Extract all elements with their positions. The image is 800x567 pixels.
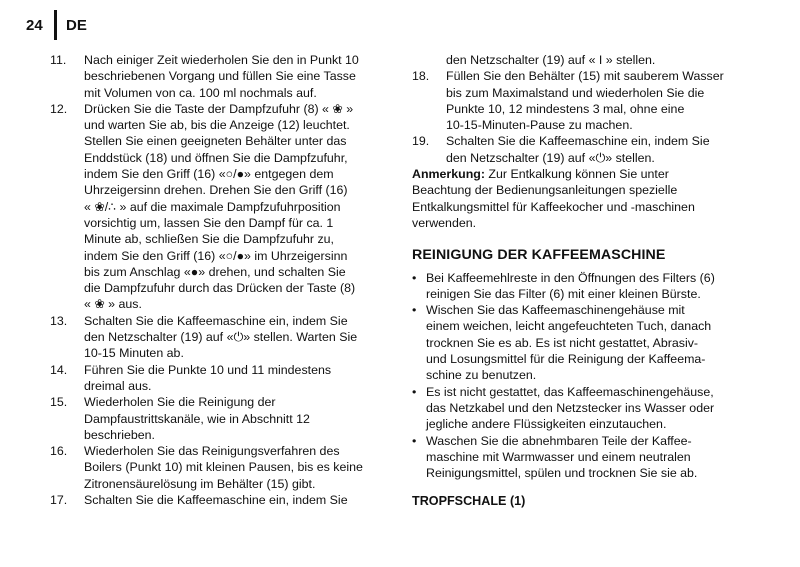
note-label: Anmerkung: (412, 167, 485, 182)
text-line: trocknen Sie es ab. Es ist nicht gestattet, Abrasiv- (426, 335, 699, 350)
text-line: den Netzschalter (19) auf «⏻» stellen. Warten Sie (84, 330, 358, 345)
text-line: schine zu benutzen. (426, 368, 537, 383)
text-line: bis zum Maximalstand und wiederholen Sie die (446, 85, 705, 100)
right-steps (412, 68, 748, 166)
step-number: 12. (50, 101, 68, 116)
text-line: Boilers (Punkt 10) mit kleinen Pausen, bis es keine (84, 460, 363, 475)
text-line: dreimal aus. (84, 378, 152, 393)
step-item (50, 492, 386, 508)
text-line: Dampfaustrittskanäle, wie in Abschnitt 12 (84, 411, 310, 426)
right-column (412, 52, 748, 510)
text-line: Bei Kaffeemehlreste in den Öffnungen des Filters (6) (426, 270, 715, 285)
text-line: Uhrzeigersinn drehen. Drehen Sie den Griff (16) (84, 183, 348, 198)
text-line: Zitronensäurelösung im Behälter (15) gibt. (84, 476, 316, 491)
step-number: 18. (412, 69, 430, 84)
text-line: mit Volumen von ca. 100 ml nochmals auf. (84, 85, 317, 100)
step-number: 13. (50, 313, 68, 328)
language-code: DE (66, 16, 87, 34)
text-line: den Netzschalter (19) auf «⏻» stellen. (446, 150, 655, 165)
step-item (50, 443, 386, 492)
text-line: Minute ab, schließen Sie die Dampfzufuhr zu, (84, 232, 335, 247)
text-line: Schalten Sie die Kaffeemaschine ein, indem Sie (84, 493, 348, 508)
step-number: 19. (412, 134, 430, 149)
text-line: « ❀ » aus. (84, 297, 142, 312)
text-line: Füllen Sie den Behälter (15) mit sauberem Wasser (446, 69, 724, 84)
cleaning-bullets (412, 270, 748, 482)
text-line: « ❀/∴ » auf die maximale Dampfzufuhrposition (84, 199, 341, 214)
note-line: verwenden. (412, 215, 477, 230)
text-line: und Losungsmittel für die Reinigung der Kaffeema- (426, 352, 706, 367)
bullet-text (426, 433, 748, 482)
text-line: einem weichen, leicht angefeuchteten Tuch, danach (426, 319, 712, 334)
text-line: Wischen Sie das Kaffeemaschinengehäuse mit (426, 303, 685, 318)
note-first-line: Zur Entkalkung können Sie unter (484, 167, 669, 182)
step-number: 11. (50, 53, 67, 67)
step-number: 15. (50, 395, 68, 410)
text-line: Stellen Sie einen geeigneten Behälter unter das (84, 134, 347, 149)
bullet-item (412, 384, 748, 433)
bullet-item (412, 433, 748, 482)
text-line: 10-15-Minuten-Pause zu machen. (446, 118, 633, 133)
bullet-dot-icon: • (412, 433, 417, 448)
step-text (84, 362, 386, 395)
text-line: beschrieben. (84, 427, 155, 442)
bullet-item (412, 302, 748, 383)
text-line: Punkte 10, 12 mindestens 3 mal, ohne eine (446, 101, 685, 116)
text-line: Es ist nicht gestattet, das Kaffeemaschinengehäuse, (426, 384, 714, 399)
text-line: Drücken Sie die Taste der Dampfzufuhr (8) « ❀ » (84, 101, 354, 116)
bullet-text (426, 270, 748, 303)
bullet-text (426, 302, 748, 383)
text-line: Reinigungsmittel, spülen und trocknen Sie sie ab. (426, 466, 698, 481)
bullet-item (412, 270, 748, 303)
text-line: Nach einiger Zeit wiederholen Sie den in Punkt 10 (84, 53, 359, 67)
note-line: Entkalkungsmittel für Kaffeekocher und -maschinen (412, 199, 695, 214)
text-line: das Netzkabel und den Netzstecker ins Wasser oder (426, 400, 715, 415)
step-item (50, 52, 386, 101)
text-line: und warten Sie ab, bis die Anzeige (12) leuchtet. (84, 118, 350, 133)
text-line: jegliche andere Flüssigkeiten einzutauchen. (426, 417, 667, 432)
step-item (50, 362, 386, 395)
step-text (84, 101, 386, 313)
step-number: 17. (50, 493, 68, 508)
text-line: bis zum Anschlag «●» drehen, und schalten Sie (84, 264, 346, 279)
step-number: 16. (50, 444, 68, 459)
step-item (412, 68, 748, 133)
text-line: Schalten Sie die Kaffeemaschine ein, indem Sie (446, 134, 710, 149)
step-item (412, 133, 748, 166)
note-line: Beachtung der Bedienungsanleitungen spezielle (412, 183, 678, 198)
bullet-dot-icon: • (412, 303, 417, 318)
step-text (84, 492, 386, 508)
text-line: beschriebenen Vorgang und füllen Sie eine Tasse (84, 69, 356, 84)
note-lines (412, 182, 748, 231)
text-line: reinigen Sie das Filter (6) mit einer kleinen Bürste. (426, 286, 701, 301)
bullet-dot-icon: • (412, 270, 417, 285)
step-item (50, 394, 386, 443)
text-line: indem Sie den Griff (16) «○/●» entgegen dem (84, 167, 334, 182)
bullet-dot-icon: • (412, 384, 417, 399)
step-item (50, 101, 386, 313)
step-text (446, 133, 748, 166)
section-heading: REINIGUNG DER KAFFEEMASCHINE (412, 247, 666, 264)
text-line: Waschen Sie die abnehmbaren Teile der Kaffee- (426, 433, 692, 448)
text-line: vorsichtig um, lassen Sie den Dampf für ca. 1 (84, 215, 334, 230)
text-line: Wiederholen Sie das Reinigungsverfahren des (84, 444, 340, 459)
text-line: 10-15 Minuten ab. (84, 346, 184, 361)
step-text (446, 68, 748, 133)
text-line: die Dampfzufuhr durch das Drücken der Taste (8) (84, 281, 356, 296)
text-line: Schalten Sie die Kaffeemaschine ein, indem Sie (84, 313, 348, 328)
continued-step-17: den Netzschalter (19) auf « I » stellen. (446, 53, 656, 67)
text-line: maschine mit Warmwasser und einem neutralen (426, 449, 691, 464)
left-column (50, 52, 386, 508)
text-line: Führen Sie die Punkte 10 und 11 mindestens (84, 362, 332, 377)
step-number: 14. (50, 362, 68, 377)
text-line: Wiederholen Sie die Reinigung der (84, 395, 276, 410)
step-text (84, 394, 386, 443)
step-text (84, 443, 386, 492)
bullet-text (426, 384, 748, 433)
note-paragraph (412, 166, 748, 231)
subheading: TROPFSCHALE (1) (412, 494, 526, 509)
step-text (84, 52, 386, 101)
page-number: 24 (26, 16, 43, 34)
text-line: indem Sie den Griff (16) «○/●» im Uhrzeigersinn (84, 248, 348, 263)
step-text (84, 313, 386, 362)
text-line: Enddstück (18) und öffnen Sie die Dampfzufuhr, (84, 150, 348, 165)
page-header (26, 10, 87, 40)
header-divider (54, 10, 57, 40)
step-item (50, 313, 386, 362)
